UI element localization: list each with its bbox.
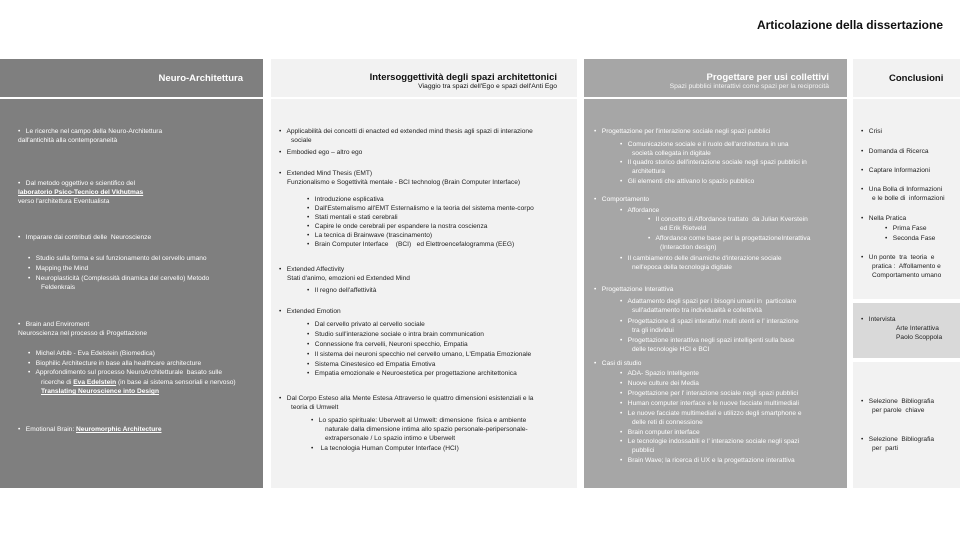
list-item: • Una Bolla di Informazioni	[861, 186, 943, 193]
list-item: ricerche di Eva Edelstein (in base ai sistema sensoriali e nervoso)	[41, 379, 236, 386]
list-item: • Studio sulla forma e sul funzionamento del cervello umano	[28, 255, 207, 262]
list-item: • Seconda Fase	[885, 235, 936, 242]
list-item: (Interaction design)	[660, 244, 717, 251]
list-item: • Casi di studio	[594, 360, 642, 367]
list-item: • Progettazione Interattiva	[594, 286, 674, 293]
list-item: • Un ponte tra teoria e	[861, 254, 935, 261]
list-item: per parti	[872, 445, 899, 452]
list-item: • Captare Informazioni	[861, 167, 931, 174]
list-item: • Affordance	[620, 207, 660, 214]
list-item: • Prima Fase	[885, 225, 927, 232]
list-item: • Brain Computer Interface (BCI) ed Elettroencefalogramma (EEG)	[307, 241, 515, 248]
section-title: Progettare per usi collettivi	[706, 72, 829, 83]
vkhutmas-link[interactable]: laboratorio Psico-Tecnico del Vkhutmas	[18, 189, 144, 196]
list-item: • Dall'Esternalismo all'EMT Esternalismo e la teoria del sistema mente-corpo	[307, 205, 534, 212]
list-item: • Approfondimento sul processo NeuroArchitetturale basato sulle	[28, 369, 223, 376]
list-item: • Dal Corpo Esteso alla Mente Estesa Attraverso le quattro dimensioni esistenziali e la	[279, 395, 534, 402]
list-item: • Intervista	[861, 316, 896, 323]
list-item: • Michel Arbib - Eva Edelstein (Biomedica)	[28, 350, 155, 357]
list-item: • La tecnologia Human Computer Interface (HCI)	[311, 445, 459, 452]
list-item: • Domanda di Ricerca	[861, 148, 929, 155]
list-item: • ADA- Spazio Intelligente	[620, 370, 699, 377]
list-item: nell'epoca della tecnologia digitale	[632, 264, 732, 271]
list-item: sociale	[291, 137, 312, 144]
list-item: ed Erik Rietveld	[660, 225, 707, 232]
list-item: Funzionalismo e Sogettività mentale - BCI technolog (Brain Computer Interface)	[287, 179, 521, 186]
list-item: delle tecnologie HCI e BCI	[632, 346, 710, 353]
list-item: • Gli elementi che attivano lo spazio pubblico	[620, 178, 755, 185]
list-item: • Nuove culture dei Media	[620, 380, 699, 387]
list-item: tra gli individui	[632, 327, 674, 334]
list-item: • Il cambiamento delle dinamiche d'interazione sociale	[620, 255, 782, 262]
progettare-panel	[584, 99, 847, 488]
list-item: • Introduzione esplicativa	[307, 196, 384, 203]
list-item: sull'adattamento tra individualità e collettività	[632, 307, 762, 314]
list-item: • La tecnica di Brainwave (trascinamento)	[307, 232, 433, 239]
list-item: Stati d'animo, emozioni ed Extended Mind	[287, 275, 410, 282]
list-item: • Connessione fra cervelli, Neuroni specchio, Empatia	[307, 341, 468, 348]
list-item: • Brain and Enviroment	[18, 321, 90, 328]
section-subtitle: Spazi pubblici interattivi come spazi per la reciprocità	[669, 83, 829, 90]
list-item: teoria di Umwelt	[291, 404, 339, 411]
conclusioni-header	[853, 59, 960, 97]
list-item: • Selezione Bibliografia	[861, 436, 935, 443]
list-item: • Le nuove facciate multimediali e utilizzo degli smartphone e	[620, 410, 802, 417]
intersoggettivita-header	[271, 59, 577, 97]
list-item: • Capire le onde cerebrali per espandere la nostra coscienza	[307, 223, 488, 230]
intersoggettivita-panel	[271, 99, 577, 488]
list-item: verso l'architettura Eventualista	[18, 198, 110, 205]
conclusioni-panel	[853, 99, 960, 299]
list-item: • Dal cervello privato al cervello sociale	[307, 321, 425, 328]
list-item: • Comportamento	[594, 196, 650, 203]
list-item: • Le tecnologie indossabili e l' interazione sociale negli spazi	[620, 438, 800, 445]
list-item: • Applicabilità dei concetti di enacted ed extended mind thesis agli spazi di interazione	[279, 128, 533, 135]
list-item: • Extended Emotion	[279, 308, 341, 315]
list-item: • Extended Affectivity	[279, 266, 345, 273]
list-item: Neuroscienza nel processo di Progettazione	[18, 330, 148, 337]
section-title: Conclusioni	[889, 73, 944, 84]
list-item: pratica : Affollamento e	[872, 263, 941, 270]
list-item: e le bolle di informazioni	[872, 195, 945, 202]
list-item: • Biophilic Architecture in base alla healthcare architecture	[28, 360, 202, 367]
progettare-header	[584, 59, 847, 97]
list-item: • Studio sull'interazione sociale o intra brain communication	[307, 331, 484, 338]
list-item: • Il sistema dei neuroni specchio nel cervello umano, L'Empatia Emozionale	[307, 351, 532, 358]
section-subtitle: Viaggio tra spazi dell'Ego e spazi dell'Anti Ego	[418, 83, 557, 90]
list-item: delle reti di connessione	[632, 419, 703, 426]
list-item: • Progettazione per l' interazione sociale negli spazi pubblici	[620, 390, 799, 397]
list-item: • Dal metodo oggettivo e scientifico del	[18, 180, 136, 187]
list-item: dall'antichità alla contemporaneità	[18, 137, 118, 144]
section-title: Intersoggettività degli spazi architettonici	[369, 72, 557, 83]
list-item: architettura	[632, 168, 665, 175]
list-item: Arte Interattiva	[896, 325, 939, 332]
section-title: Neuro-Architettura	[158, 73, 243, 84]
list-item: • Lo spazio spirituale: Uberwelt al Umwelt: dimensione fisica e ambiente	[311, 417, 527, 424]
list-item: Feldenkrais	[41, 284, 76, 291]
list-item: • Stati mentali e stati cerebrali	[307, 214, 398, 221]
neuro-architettura-panel	[0, 99, 263, 488]
list-item: • Sistema Cinestesico ed Empatia Emotiva	[307, 361, 436, 368]
list-item: • Embodied ego – altro ego	[279, 149, 363, 156]
list-item: • Adattamento degli spazi per i bisogni umani in particolare	[620, 298, 797, 305]
list-item: • Mapping the Mind	[28, 265, 89, 272]
translating-neuroscience-link[interactable]: Translating Neuroscience into Design	[41, 388, 159, 395]
list-item: • Comunicazione sociale e il ruolo dell'architettura in una	[620, 141, 789, 148]
list-item: • Neuroplasticità (Complessità dinamica del cervello) Metodo	[28, 275, 210, 282]
list-item: • Imparare dai contributi delle Neuroscienze	[18, 234, 152, 241]
list-item: • Brain Wave; la ricerca di UX e la progettazione interattiva	[620, 457, 795, 464]
list-item: • Progettazione interattiva negli spazi intelligenti sulla base	[620, 337, 795, 344]
list-item: pubblici	[632, 447, 655, 454]
eva-edelstein-link[interactable]: Eva Edelstein	[73, 379, 117, 386]
list-item: • Crisi	[861, 128, 882, 135]
list-item: • Affordance come base per la progettazioneInterattiva	[648, 235, 811, 242]
list-item: • Empatia emozionale e Neuroestetica per progettazione architettonica	[307, 370, 517, 377]
list-item: • Emotional Brain: Neuromorphic Architecture	[18, 426, 162, 433]
list-item: naturale dalla dimensione intima allo spazio personale-peripersonale-	[325, 426, 528, 433]
intervista-panel	[853, 303, 960, 358]
list-item: • Progettazione per l'interazione sociale negli spazi pubblici	[594, 128, 771, 135]
list-item: • Human computer interface e le nuove facciate multimediali	[620, 400, 799, 407]
list-item: per parole chiave	[872, 407, 925, 414]
list-item: Comportamento umano	[872, 272, 942, 279]
list-item: • Extended Mind Thesis (EMT)	[279, 170, 373, 177]
list-item: • Progettazione di spazi interattivi multi utenti e l' interazione	[620, 318, 799, 325]
list-item: • Il regno dell'affettività	[307, 287, 377, 294]
list-item: • Le ricerche nel campo della Neuro-Architettura	[18, 128, 163, 135]
list-item: • Il quadro storico dell'interazione sociale negli spazi pubblici in	[620, 159, 807, 166]
list-item: Paolo Scoppola	[896, 334, 943, 341]
list-item: extrapersonale / Lo spazio intimo e Uberwelt	[325, 435, 456, 442]
neuro-architettura-header	[0, 59, 263, 97]
page-title: Articolazione della dissertazione	[756, 18, 943, 32]
list-item: • Il concetto di Affordance trattato da Julian Kverstein	[648, 216, 808, 223]
list-item: • Brain computer interface	[620, 429, 700, 436]
bibliografia-panel	[853, 362, 960, 488]
list-item: società collegata in digitale	[632, 150, 711, 157]
neuromorphic-architecture-link[interactable]: Neuromorphic Architecture	[76, 426, 162, 433]
list-item: • Selezione Bibliografia	[861, 398, 935, 405]
list-item: • Nella Pratica	[861, 215, 907, 222]
